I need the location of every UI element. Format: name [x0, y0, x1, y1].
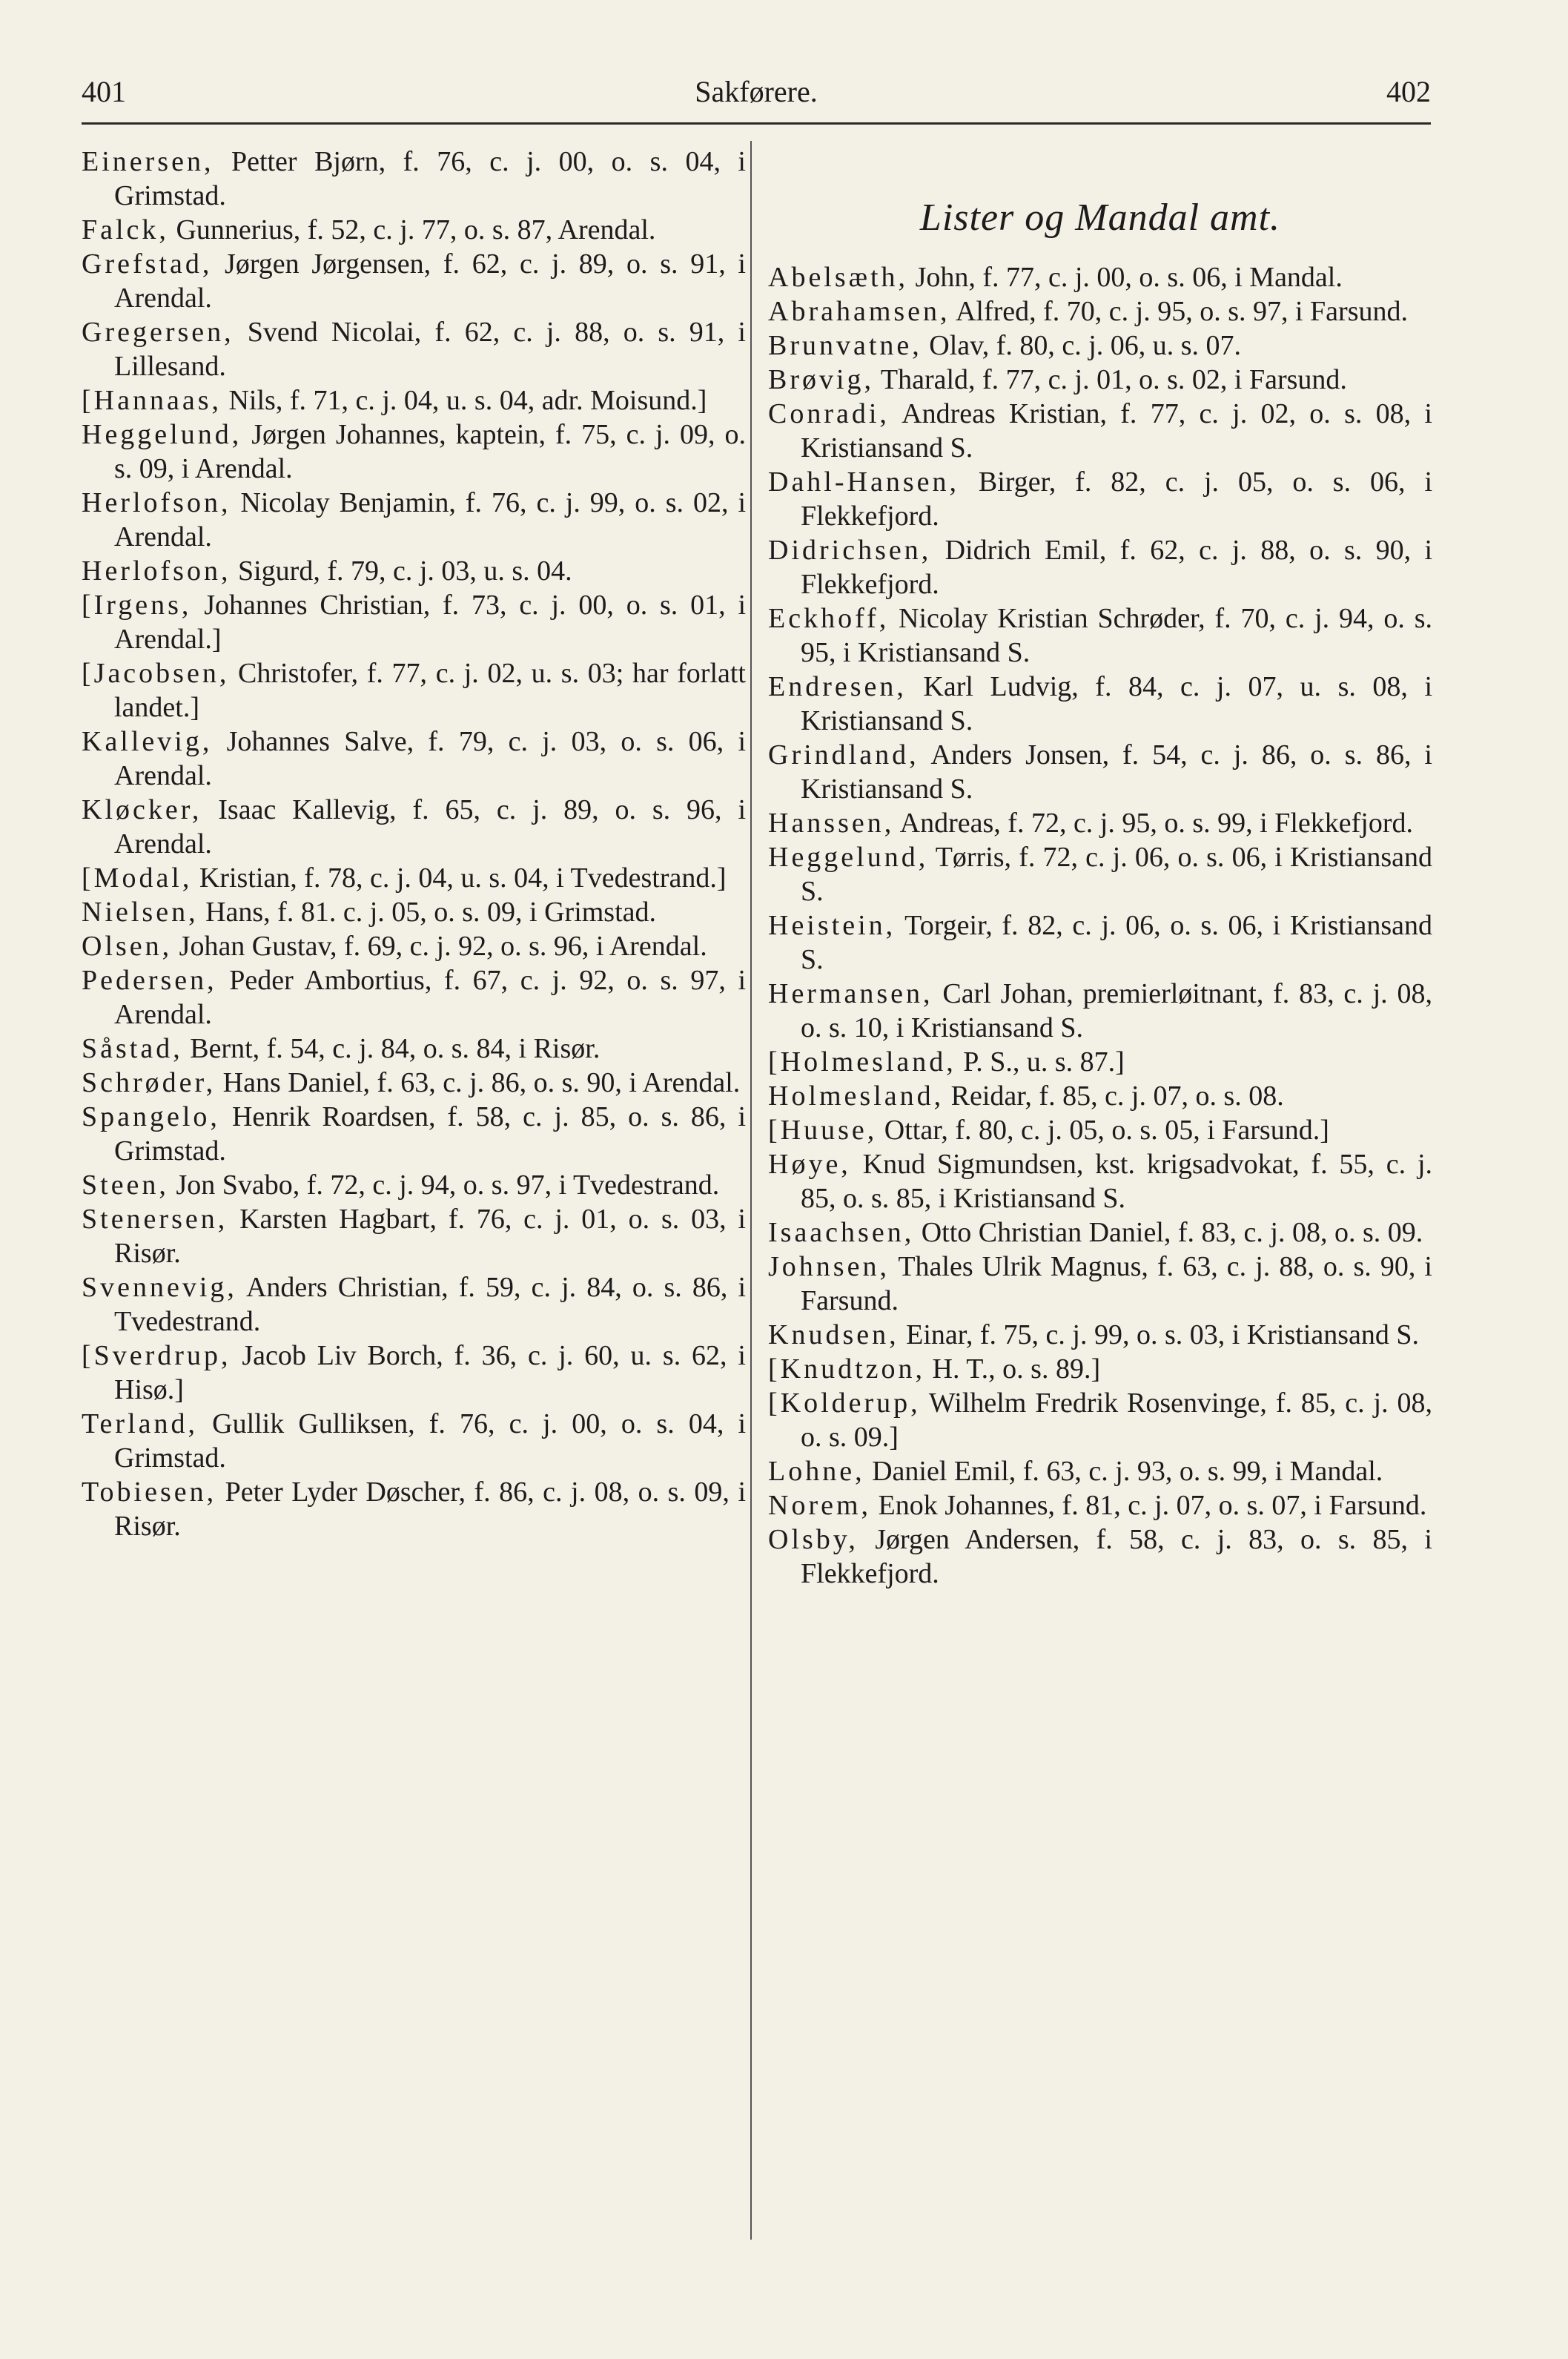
directory-entry — [768, 363, 1432, 397]
directory-entry — [768, 397, 1432, 465]
entry-surname: Såstad, — [82, 1033, 183, 1064]
entry-details: Peter Lyder Døscher, f. 86, c. j. 08, o. s. 09, i Risør. — [114, 1477, 746, 1542]
entry-surname: Einersen, — [82, 146, 214, 177]
entry-surname: Tobiesen, — [82, 1477, 217, 1508]
entry-surname: Didrichsen, — [768, 535, 932, 566]
directory-entry — [768, 806, 1432, 840]
entry-surname: Heggelund, — [82, 419, 242, 450]
directory-entry — [82, 418, 746, 486]
directory-entry — [82, 1475, 746, 1543]
entry-details: Svend Nicolai, f. 62, c. j. 88, o. s. 91, i Lillesand. — [114, 317, 746, 382]
entry-surname: [Hannaas, — [82, 385, 222, 416]
entry-details: Karl Ludvig, f. 84, c. j. 07, u. s. 08, i Kristiansand S. — [801, 671, 1432, 736]
entry-surname: [Modal, — [82, 862, 193, 894]
entry-surname: [Holmesland, — [768, 1046, 956, 1078]
directory-entry — [768, 1113, 1432, 1147]
directory-entry — [82, 486, 746, 554]
directory-entry — [82, 1339, 746, 1407]
directory-entry — [768, 465, 1432, 533]
entry-details: Hans Daniel, f. 63, c. j. 86, o. s. 90, i Arendal. — [216, 1067, 741, 1098]
directory-entry — [82, 1032, 746, 1066]
entry-details: Jørgen Johannes, kaptein, f. 75, c. j. 09, o. s. 09, i Arendal. — [114, 419, 746, 484]
entry-details: Otto Christian Daniel, f. 83, c. j. 08, o. s. 09. — [914, 1217, 1423, 1248]
entry-surname: Terland, — [82, 1408, 199, 1439]
right-column-entries — [768, 260, 1432, 1591]
directory-entry — [768, 977, 1432, 1045]
entry-surname: Spangelo, — [82, 1101, 220, 1132]
entry-details: H. T., o. s. 89.] — [925, 1353, 1101, 1385]
entry-surname: Kløcker, — [82, 794, 202, 825]
right-column — [768, 145, 1432, 1591]
entry-details: Nicolay Kristian Schrøder, f. 70, c. j. 94, o. s. 95, i Kristiansand S. — [801, 603, 1432, 668]
directory-entry — [82, 588, 746, 656]
entry-details: Thales Ulrik Magnus, f. 63, c. j. 88, o. s. 90, i Farsund. — [801, 1251, 1432, 1316]
directory-entry — [82, 1168, 746, 1202]
directory-entry — [768, 840, 1432, 908]
section-heading: Lister og Mandal amt. — [919, 197, 1281, 239]
entry-surname: Norem, — [768, 1490, 872, 1521]
entry-details: John, f. 77, c. j. 00, o. s. 06, i Mandal. — [908, 262, 1343, 293]
directory-entry — [768, 1352, 1432, 1386]
entry-details: Christofer, f. 77, c. j. 02, u. s. 03; har forlatt landet.] — [114, 658, 746, 723]
directory-entry — [82, 1100, 746, 1168]
entry-details: Anders Jonsen, f. 54, c. j. 86, o. s. 86, i Kristiansand S. — [801, 739, 1432, 805]
entry-details: Sigurd, f. 79, c. j. 03, u. s. 04. — [231, 555, 572, 587]
page-header — [82, 74, 1431, 119]
entry-surname: Grindland, — [768, 739, 919, 771]
entry-surname: Abelsæth, — [768, 262, 909, 293]
entry-surname: [Kolderup, — [768, 1388, 921, 1419]
page-number-right: 402 — [1386, 75, 1431, 108]
directory-entry — [768, 1318, 1432, 1352]
header-rule — [82, 122, 1431, 125]
entry-details: Andreas, f. 72, c. j. 95, o. s. 99, i Flekkefjord. — [894, 808, 1413, 839]
entry-details: Peder Ambortius, f. 67, c. j. 92, o. s. 97, i Arendal. — [114, 965, 746, 1030]
entry-surname: Brøvig, — [768, 364, 875, 395]
directory-entry — [82, 1066, 746, 1100]
directory-entry — [82, 247, 746, 315]
entry-details: Olav, f. 80, c. j. 06, u. s. 07. — [922, 330, 1242, 361]
entry-surname: [Sverdrup, — [82, 1340, 231, 1371]
entry-surname: [Huuse, — [768, 1115, 878, 1146]
directory-entry — [82, 929, 746, 963]
entry-details: Nicolay Benjamin, f. 76, c. j. 99, o. s. 02, i Arendal. — [114, 487, 746, 552]
entry-surname: Heistein, — [768, 910, 896, 941]
entry-surname: [Irgens, — [82, 590, 192, 621]
entry-surname: Stenersen, — [82, 1204, 228, 1235]
entry-surname: Falck, — [82, 214, 169, 245]
entry-details: Alfred, f. 70, c. j. 95, o. s. 97, i Farsund. — [950, 296, 1408, 327]
directory-entry — [768, 1488, 1432, 1522]
entry-details: Jørgen Jørgensen, f. 62, c. j. 89, o. s. 91, i Arendal. — [114, 248, 746, 314]
entry-details: Knud Sigmundsen, kst. krigsadvokat, f. 55, c. j. 85, o. s. 85, i Kristiansand S. — [801, 1149, 1432, 1214]
entry-surname: Schrøder, — [82, 1067, 216, 1098]
entry-surname: Knudsen, — [768, 1319, 899, 1350]
entry-details: Johan Gustav, f. 69, c. j. 92, o. s. 96, i Arendal. — [172, 931, 707, 962]
entry-details: Birger, f. 82, c. j. 05, o. s. 06, i Flekkefjord. — [801, 466, 1432, 532]
directory-entry — [82, 383, 746, 418]
entry-details: Johannes Christian, f. 73, c. j. 00, o. s. 01, i Arendal.] — [114, 590, 746, 655]
directory-entry — [768, 1045, 1432, 1079]
entry-details: Ottar, f. 80, c. j. 05, o. s. 05, i Farsund.] — [877, 1115, 1329, 1146]
entry-surname: Nielsen, — [82, 897, 199, 928]
entry-details: Jon Svabo, f. 72, c. j. 94, o. s. 97, i Tvedestrand. — [168, 1169, 720, 1201]
entry-surname: Eckhoff, — [768, 603, 890, 634]
directory-entry — [768, 738, 1432, 806]
directory-entry — [82, 861, 746, 895]
entry-surname: Abrahamsen, — [768, 296, 950, 327]
entry-surname: Olsby, — [768, 1524, 859, 1555]
entry-details: Johannes Salve, f. 79, c. j. 03, o. s. 06, i Arendal. — [114, 726, 746, 791]
directory-entry — [82, 1202, 746, 1270]
directory-entry — [82, 1270, 746, 1339]
entry-details: Enok Johannes, f. 81, c. j. 07, o. s. 07, i Farsund. — [871, 1490, 1427, 1521]
directory-entry — [82, 315, 746, 383]
directory-entry — [82, 145, 746, 213]
page-number-left: 401 — [82, 75, 126, 108]
entry-details: Henrik Roardsen, f. 58, c. j. 85, o. s. 86, i Grimstad. — [114, 1101, 746, 1167]
entry-surname: Heggelund, — [768, 842, 929, 873]
directory-entry — [82, 1407, 746, 1475]
directory-entry — [82, 725, 746, 793]
entry-surname: Johnsen, — [768, 1251, 890, 1282]
entry-surname: [Jacobsen, — [82, 658, 230, 689]
directory-entry — [768, 670, 1432, 738]
entry-surname: Olsen, — [82, 931, 173, 962]
directory-entry — [768, 1250, 1432, 1318]
entry-surname: Gregersen, — [82, 317, 234, 348]
entry-surname: Endresen, — [768, 671, 907, 702]
column-divider — [750, 141, 752, 2240]
entry-surname: Pedersen, — [82, 965, 217, 996]
entry-details: Jacob Liv Borch, f. 36, c. j. 60, u. s. 62, i Hisø.] — [114, 1340, 746, 1405]
entry-surname: Steen, — [82, 1169, 169, 1201]
entry-surname: Herlofson, — [82, 487, 231, 518]
directory-entry — [82, 213, 746, 247]
entry-details: Gunnerius, f. 52, c. j. 77, o. s. 87, Arendal. — [168, 214, 656, 245]
entry-surname: Hanssen, — [768, 808, 895, 839]
entry-details: Reidar, f. 85, c. j. 07, o. s. 08. — [944, 1080, 1284, 1112]
directory-entry — [768, 329, 1432, 363]
directory-entry — [768, 1079, 1432, 1113]
running-title: Sakførere. — [695, 75, 818, 108]
entry-details: Tørris, f. 72, c. j. 06, o. s. 06, i Kristiansand S. — [801, 842, 1432, 907]
entry-details: Isaac Kallevig, f. 65, c. j. 89, o. s. 96, i Arendal. — [114, 794, 746, 860]
entry-surname: Hermansen, — [768, 978, 933, 1009]
directory-entry — [82, 963, 746, 1032]
entry-surname: Lohne, — [768, 1456, 865, 1487]
directory-entry — [768, 533, 1432, 601]
entry-details: Wilhelm Fredrik Rosenvinge, f. 85, c. j. 08, o. s. 09.] — [801, 1388, 1432, 1453]
entry-surname: [Knudtzon, — [768, 1353, 926, 1385]
entry-surname: Holmesland, — [768, 1080, 945, 1112]
entry-surname: Dahl-Hansen, — [768, 466, 959, 498]
entry-details: Anders Christian, f. 59, c. j. 84, o. s. 86, i Tvedestrand. — [114, 1272, 746, 1337]
entry-details: Tharald, f. 77, c. j. 01, o. s. 02, i Farsund. — [874, 364, 1347, 395]
entry-details: Andreas Kristian, f. 77, c. j. 02, o. s. 08, i Kristiansand S. — [801, 398, 1432, 463]
entry-details: Daniel Emil, f. 63, c. j. 93, o. s. 99, i Mandal. — [864, 1456, 1383, 1487]
directory-entry — [768, 294, 1432, 329]
entry-surname: Kallevig, — [82, 726, 213, 757]
directory-entry — [768, 260, 1432, 294]
entry-details: Gullik Gulliksen, f. 76, c. j. 00, o. s. 04, i Grimstad. — [114, 1408, 746, 1474]
entry-surname: Conradi, — [768, 398, 890, 429]
directory-entry — [82, 895, 746, 929]
directory-entry — [82, 554, 746, 588]
entry-surname: Svennevig, — [82, 1272, 237, 1303]
entry-details: Bernt, f. 54, c. j. 84, o. s. 84, i Risør. — [182, 1033, 601, 1064]
directory-entry — [768, 1454, 1432, 1488]
entry-details: Petter Bjørn, f. 76, c. j. 00, o. s. 04, i Grimstad. — [114, 146, 746, 211]
directory-entry — [768, 1386, 1432, 1454]
entry-details: Karsten Hagbart, f. 76, c. j. 01, o. s. 03, i Risør. — [114, 1204, 746, 1269]
entry-surname: Grefstad, — [82, 248, 213, 280]
directory-entry — [82, 793, 746, 861]
directory-entry — [768, 1215, 1432, 1250]
left-column — [82, 145, 746, 1543]
entry-details: Kristian, f. 78, c. j. 04, u. s. 04, i Tvedestrand.] — [192, 862, 727, 894]
directory-entry — [768, 908, 1432, 977]
entry-details: Nils, f. 71, c. j. 04, u. s. 04, adr. Moisund.] — [221, 385, 707, 416]
directory-entry — [768, 1522, 1432, 1591]
directory-entry — [768, 1147, 1432, 1215]
directory-entry — [768, 601, 1432, 670]
entry-details: P. S., u. s. 87.] — [956, 1046, 1125, 1078]
directory-entry — [82, 656, 746, 725]
entry-details: Didrich Emil, f. 62, c. j. 88, o. s. 90, i Flekkefjord. — [801, 535, 1432, 600]
entry-surname: Herlofson, — [82, 555, 231, 587]
entry-surname: Høye, — [768, 1149, 851, 1180]
entry-details: Torgeir, f. 82, c. j. 06, o. s. 06, i Kristiansand S. — [801, 910, 1432, 975]
entry-details: Einar, f. 75, c. j. 99, o. s. 03, i Kristiansand S. — [899, 1319, 1420, 1350]
entry-surname: Isaachsen, — [768, 1217, 915, 1248]
entry-details: Hans, f. 81. c. j. 05, o. s. 09, i Grimstad. — [198, 897, 657, 928]
entry-details: Jørgen Andersen, f. 58, c. j. 83, o. s. 85, i Flekkefjord. — [801, 1524, 1432, 1589]
entry-details: Carl Johan, premierløitnant, f. 83, c. j. 08, o. s. 10, i Kristiansand S. — [801, 978, 1432, 1043]
entry-surname: Brunvatne, — [768, 330, 922, 361]
